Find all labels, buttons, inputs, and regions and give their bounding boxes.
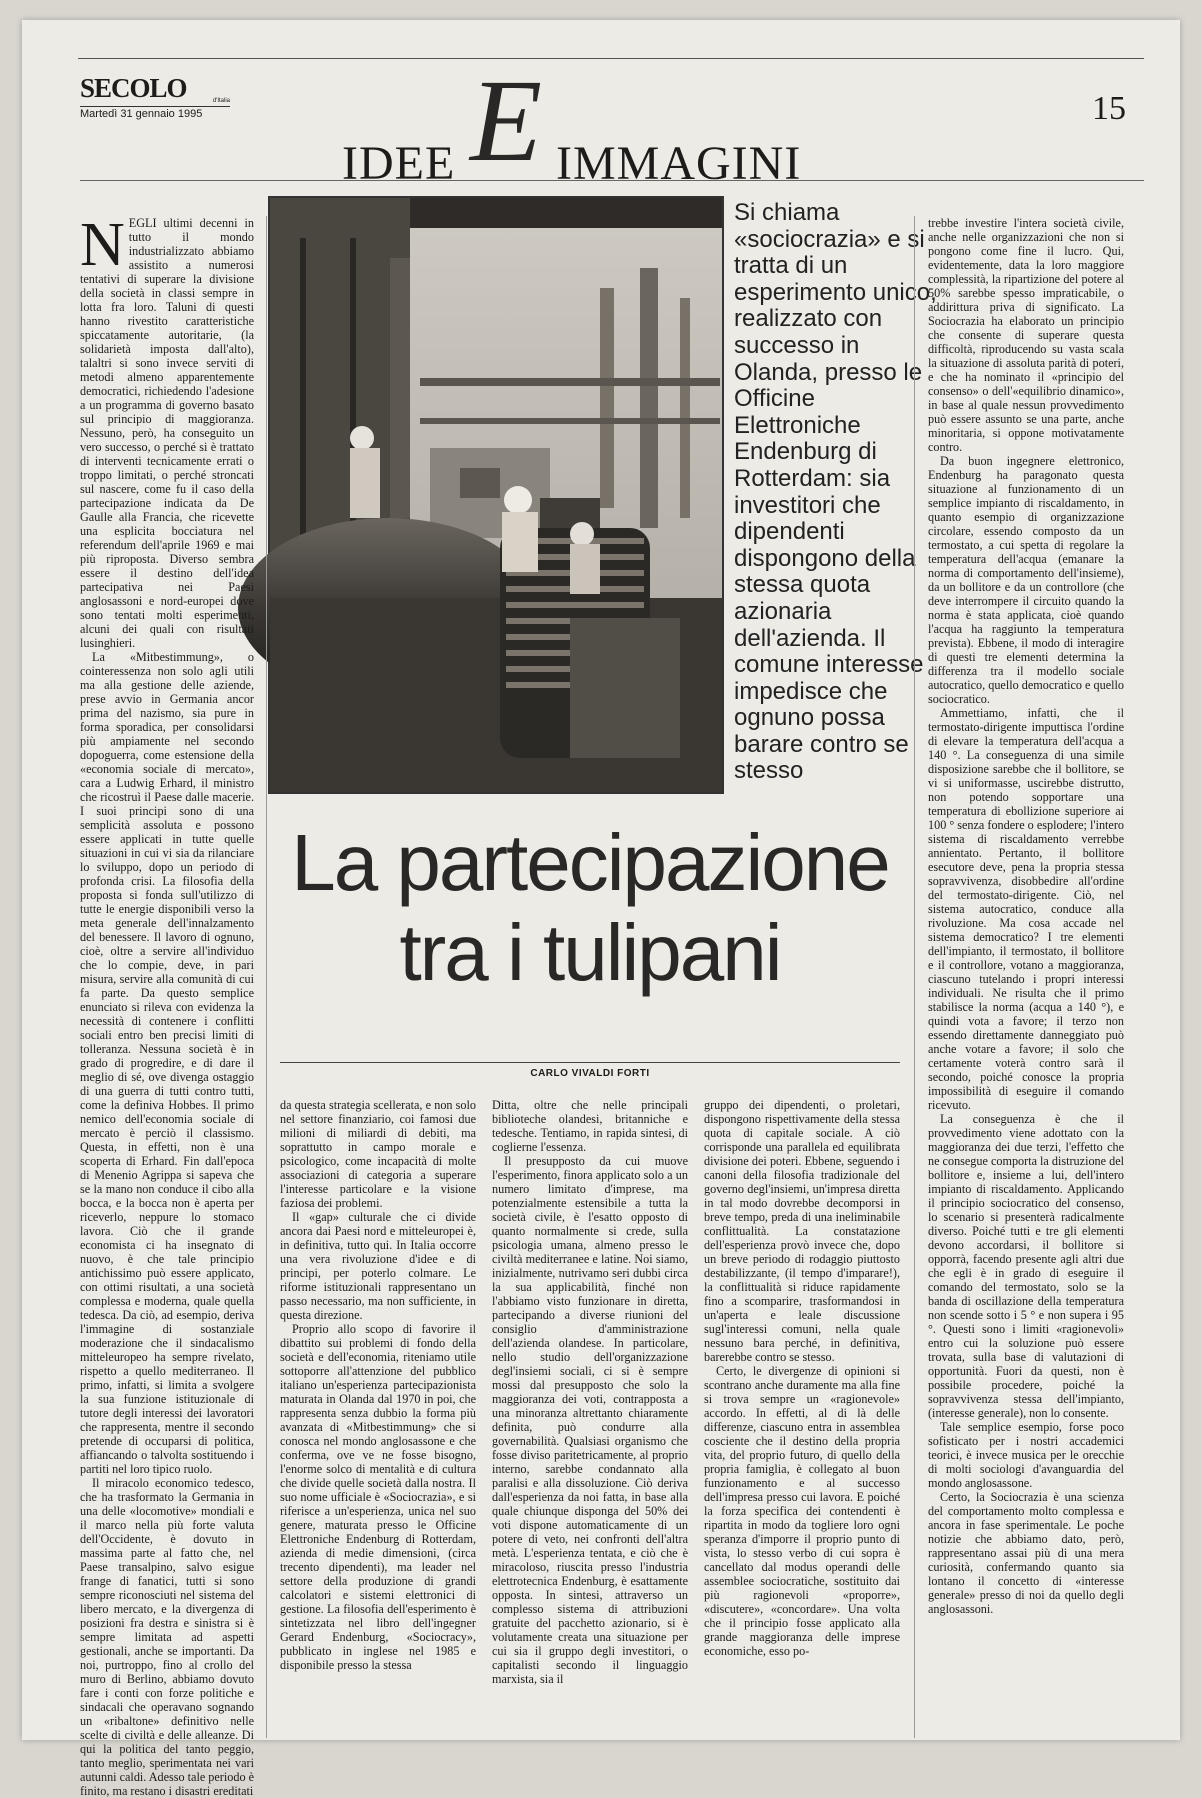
article-column-4 [704,1098,900,1738]
masthead-logo: SECOLO [80,73,187,103]
paragraph: Ammettiamo, infatti, che il termostato-dirigente imputtisca l'ordine di elevare la temperatura dell'acqua a 140 °. La conseguenza di una simile disposizione sarebbe che il bollitore, se vi si uniformasse, uscirebbe distrutto, non potendo sopportare una temperatura di ebollizione superiore ai 100 ° senza fondere o esplodere; l'intero sistema di riscaldamento verrebbe annientato. Pertanto, il bollitore esecutore deve, pena la propria stessa sopravvivenza, disobbedire all'ordine del termostato-dirigente. Ciò, nel sistema autocratico, conduce alla rivoluzione. Ma cosa accade nel sistema democratico? I tre elementi dell'impianto, il termostato, il bollitore e il controllore, votano a maggioranza, ciascuno tutelando i propri interessi individuali. Ne risulta che il primo stabilisce la norma (acqua a 140 °), e quindi vota a favore; il terzo non essendo direttamente danneggiato può anche votare a favore; il solo che certamente voterà contro sarà il secondo, poiché conosce la propria impossibilità di eseguire il comando ricevuto. [928,706,1124,1112]
paragraph: Da buon ingegnere elettronico, Endenburg ha paragonato questa situazione al funzionamento di un semplice impianto di riscaldamento, in quanto esempio di organizzazione circolare, essendo composto da un termostato, a cui spetta di regolare la temperatura dell'acqua (emanare la norma di comportamento dell'insieme), da un bollitore e da un controllore (che deve interrompere il circuito quando la norma è stata applicata, cioè quando l'acqua ha raggiunto la temperatura prevista). Ebbene, il modo di interagire di questi tre elementi determina la differenza tra il modello sociale autocratico, quello democratico e quello sociocratico. [928,454,1124,706]
page-number: 15 [1092,90,1126,127]
paragraph: Il «gap» culturale che ci divide ancora dai Paesi nord e mitteleuropei è, in definitiva, tutto qui. In Italia occorre una vera rivoluzione d'idee e di principi, per poterlo colmare. Le riforme istituzionali rappresentano un passo necessario, ma non sufficiente, in questa direzione. [280,1210,476,1322]
paragraph-text: EGLI ultimi decenni in tutto il mondo industrializzato abbiamo assistito a numerosi tentativi di superare la divisione della società in classi sempre in lotta fra loro. Taluni di questi hanno rivestito caratteristiche spiccatamente autoritarie, (la solidarietà imposta dall'alto), talaltri si sono invece serviti di metodi almeno apparentemente democratici, richiedendo l'adesione a un programma di governo basato sul principio di maggioranza. Nessuno, però, ha conseguito un vero successo, o perché si è trattato di interventi tecnicamente errati o troppo limitati, o perché stroncati sul nascere, come fu il caso della partecipazione indicata da De Gaulle alla Francia, che ricevette una esplicita bocciatura nel referendum dell'aprile 1969 e mai più riproposta. Diverso sembra essere il destino dell'idea partecipativa nei Paesi anglosassoni e nord-europei dove sono tentati molti esperimenti, alcuni dei quali con risultati lusinghieri. [80,216,254,650]
issue-date: Martedì 31 gennaio 1995 [80,106,230,120]
paragraph: Ditta, oltre che nelle principali biblioteche olandesi, britanniche e tedesche. Tentiamo, in rapida sintesi, di coglierne l'essenza. [492,1098,688,1154]
deck-summary: Si chiama «sociocrazia» e si tratta di un esperimento unico, realizzato con successo in Olanda, presso le Officine Elettroniche Endenburg di Rotterdam: sia investitori che dipendenti dispongono della stessa quota azionaria dell'azienda. Il comune interesse impedisce che ognuno possa barare contro se stesso [734,199,937,785]
masthead [80,73,230,120]
newspaper-page [22,20,1180,1798]
paragraph: Il presupposto da cui muove l'esperimento, finora applicato solo a un numero limitato d'imprese, ma potenzialmente estensibile a tutta la società civile, è l'esatto opposto di quanto normalmente si crede, sulla psicologia umana, almeno presso le civiltà mediterranee e latine. Noi siamo, inizialmente, nutrivamo seri dubbi circa la sua applicabilità, finché non l'abbiamo visto funzionare in diretta, partecipando a diverse riunioni del consiglio d'amministrazione dell'azienda olandese. In particolare, nello studio dell'organizzazione degl'insiemi sociali, ci si è sempre mossi dal presupposto che solo la maggioranza dei voti, contrapposta a una minoranza altrettanto chiaramente definita, può condurre alla governabilità. Qualsiasi organismo che fosse diviso paritetricamente, al proprio interno, sarebbe condannato alla paralisi e alla dissoluzione. Ciò deriva dall'esperienza da noi fatta, in base alla quale chiunque disponga del 50% dei voti dispone automaticamente di un potere di veto, nei confronti dell'altra metà. L'esperienza tentata, e ciò che è miracoloso, riuscita presso l'industria elettrotecnica Endenburg, è esattamente opposta. In sintesi, attraverso un complesso sistema di attribuzioni gratuite del pacchetto azionario, si è volutamente creata una situazione per cui sia il gruppo degli investitori, o capitalisti secondo il linguaggio marxista, sia il [492,1154,688,1686]
factory-photo-illustration [270,198,722,792]
section-word-immagini: IMMAGINI [556,137,802,190]
column-divider [914,216,915,1738]
paragraph: La «Mitbestimmung», o cointeressenza non solo agli utili ma alla gestione delle aziende, prese avvio in Germania ancor prima del nazismo, sia pure in forma sporadica, per consolidarsi più ampiamente nel secondo dopoguerra, come estensione della «economia sociale di mercato», cara a Ludwig Erhard, il ministro che ricostruì il Paese dalle macerie. I suoi principi sono di una semplicità assoluta e possono essere applicati in tutte quelle situazioni in cui vi sia da rilanciare lo sviluppo, dopo un periodo di profonda crisi. La filosofia della proposta si fonda sull'utilizzo di tutte le energie disponibili verso la meta generale dell'innalzamento del benessere. Il lavoro di ognuno, cioè, oltre a servire all'individuo che lo compie, deve, in pari misura, servire alla comunità di cui fa parte. Da questo semplice enunciato si rileva con evidenza la necessità di contenere i conflitti sociali entro ben precisi limiti di tolleranza. Nessuna società è in grado di progredire, e di dare il meglio di sé, ove divenga ostaggio di una guerra di tutti contro tutti, come la definiva Hobbes. Il primo nemico dell'economia sociale di mercato è perciò il classismo. Questa, in effetti, non è una scoperta di Erhard. Fin dall'epoca di Menenio Agrippa si sapeva che se la mano non conduce il cibo alla bocca, e la bocca non è aperta per riceverlo, neppure lo stomaco lavora. Ciò che il grande economista ci ha insegnato di nuovo, è che tale principio antichissimo può essere applicato, con ottimi risultati, a una società complessa e moderna, quale quella tedesca. Da ciò, ad esempio, deriva l'immagine di sostanziale moderazione che il sindacalismo mitteleuropeo ha sempre rivelato, rispetto a quello mediterraneo. Il primo, infatti, si limita a svolgere la sua funzione istituzionale di tutore degli interessi dei lavoratori che rappresenta, mentre il secondo pretende di occuparsi di politica, affiancando o talvolta sostituendo i partiti nel loro tipico ruolo. [80,650,254,1476]
paragraph: Certo, le divergenze di opinioni si scontrano anche duramente ma alla fine si trova sempre un «ragionevole» accordo. In effetti, al di là delle differenze, ciascuno entra in assemblea cosciente che il destino della propria vita, del proprio futuro, di quello della propria famiglia, è collegato al buon funzionamento e al successo dell'impresa presso cui lavora. E poiché la forza specifica dei contendenti è ripartita in modo da togliere loro ogni speranza d'imporre il proprio punto di vista, lo stesso verbo di cui sopra è cancellato dal modus operandi delle assemblee sociocratiche, sostituito dai più ragionevoli «proporre», «discutere», «concordare». Una volta che il principio fosse applicato alla grande maggioranza delle imprese economiche, esso po- [704,1364,900,1658]
section-title [322,55,902,198]
factory-photo [268,196,724,794]
paragraph [80,211,254,650]
paragraph: gruppo dei dipendenti, o proletari, dispongono rispettivamente della stessa quota di capitale sociale. A ciò corrisponde una parallela ed equilibrata divisione dei poteri. Ebbene, seguendo i canoni della filosofia tradizionale del governo degl'insiemi, un'impresa diretta in tal modo dovrebbe decomporsi in breve tempo, preda di una ineliminabile conflittualità. La constatazione dell'esperienza provò invece che, dopo un breve periodo di rodaggio piuttosto destabilizzante, (il tempo d'imparare!), la conflittualità si riduce rapidamente fino a scomparire, trasformandosi in un'aperta e leale discussione sugl'interessi comuni, nella quale nessuno bara perché, in definitiva, barerebbe contro se stesso. [704,1098,900,1364]
paragraph: trebbe investire l'intera società civile, anche nelle organizzazioni che non si pongono come fine il lucro. Qui, evidentemente, data la loro maggiore complessità, la ripartizione del potere al 50% sarebbe spesso impraticabile, o addirittura priva di significato. La Sociocrazia ha elaborato un principio che consente di superare questa difficoltà, riproducendo su vasta scala la situazione di assoluta parità di poteri, e che ha nominato il «principio del consenso» o dell'«equilibrio dinamico», in base al quale nessun provvedimento può essere assunto se una parte, anche minoritaria, si oppone motivatamente contro. [928,216,1124,454]
article-column-1 [80,211,254,1798]
article-column-2 [280,1098,476,1738]
headline-line-2: tra i tulipani [399,908,781,997]
paragraph: Proprio allo scopo di favorire il dibattito sui problemi di fondo della società e dell'economia, riteniamo utile sottoporre all'attenzione del pubblico italiano un'esperienza partecipazionista maturata in Olanda dal 1970 in poi, che rappresenta senza dubbio la forma più avanzata di «Mitbestimmung» che si conosca nel mondo anglosassone e che conferma, ove ve ne fosse bisogno, l'enorme solco di mentalità e di cultura che divide quelle società dalla nostra. Il suo nome ufficiale è «Sociocrazia», e si riferisce a un'esperienza, unica nel suo genere, maturata presso le Officine Elettroniche Endenburg di Rotterdam, azienda di medie dimensioni, (circa trecento dipendenti), ma leader nel settore della produzione di grandi calcolatori e sistemi elettronici di gestione. La filosofia dell'esperimento è sintetizzata nel libro dell'ingegner Gerard Endenburg, «Sociocracy», pubblicato in inglese nel 1985 e disponibile presso la stessa [280,1322,476,1672]
byline-rule [280,1062,900,1063]
header-rule [80,180,1144,181]
paragraph: Certo, la Sociocrazia è una scienza del comportamento molto complessa e ancora in fase sperimentale. Le poche notizie che abbiamo dato, però, rappresentano assai più di una mera curiosità, confermando quanto sia lontano il concetto di «interesse generale» presso di noi da quello degli anglosassoni. [928,1490,1124,1616]
article-column-5 [928,216,1124,1738]
paragraph: La conseguenza è che il provvedimento viene adottato con la maggioranza dei due terzi, l'effetto che ne consegue comporta la distruzione del bollitore e, insieme a lui, dell'intero impianto di riscaldamento. Applicando il principio sociocratico del consenso, lo scenario si presenterà radicalmente diverso. Poiché tutti e tre gli elementi devono accordarsi, il bollitore si opporrà, facendo presente agli altri due che egli è in grado di eseguire il comando del termostato, solo se la banda di oscillazione della temperatura non scende sotto i 5 ° e non supera i 95 °. Questi sono i limiti «ragionevoli» entro cui la soluzione può essere trovata, sulla base di valutazioni di opportunità. Fuori da questi, non è possibile procedere, poiché la sopravvivenza stessa dell'impianto, (interesse generale), non lo consente. [928,1112,1124,1420]
drop-cap: N [80,211,125,279]
section-initial: E [470,55,543,186]
paragraph: Il miracolo economico tedesco, che ha trasformato la Germania in una delle «locomotive» mondiali e il marco nella più forte valuta dell'Occidente, è dovuto in massima parte al fatto che, nel Paese transalpino, salvo esigue frange di fanatici, tutti si sono sempre riconosciuti nel sistema del libero mercato, e la divergenza di posizioni fra destra e sinistra si è sempre limitata ad aspetti gestionali, anche se importanti. Da noi, purtroppo, fino al crollo del muro di Berlino, abbiamo dovuto fare i conti con forze politiche e sindacali che operavano sognando un «ribaltone» definitivo nelle scelte di civiltà e delle alleanze. Di qui la politica del tanto peggio, tanto meglio, sperimentata nei vari autunni caldi. Adesso tale periodo è finito, ma restano i disastri ereditati [80,1476,254,1798]
top-rule [78,58,1144,59]
paragraph: da questa strategia scellerata, e non solo nel settore finanziario, coi famosi due milioni di miliardi di debiti, ma soprattutto in campo morale e psicologico, come incapacità di molte associazioni di categoria a superare l'interesse particolare e la visione faziosa dei problemi. [280,1098,476,1210]
paragraph: Tale semplice esempio, forse poco sofisticato per i nostri accademici teorici, è invece musica per le orecchie di molti sociologi d'avanguardia del mondo anglosassone. [928,1420,1124,1490]
article-column-3 [492,1098,688,1738]
headline [280,818,900,998]
masthead-subtitle: d'Italia [212,98,230,104]
section-word-idee: IDEE [342,137,456,190]
headline-line-1: La partecipazione [291,818,889,907]
column-divider [266,216,267,1738]
byline: CARLO VIVALDI FORTI [530,1068,650,1079]
